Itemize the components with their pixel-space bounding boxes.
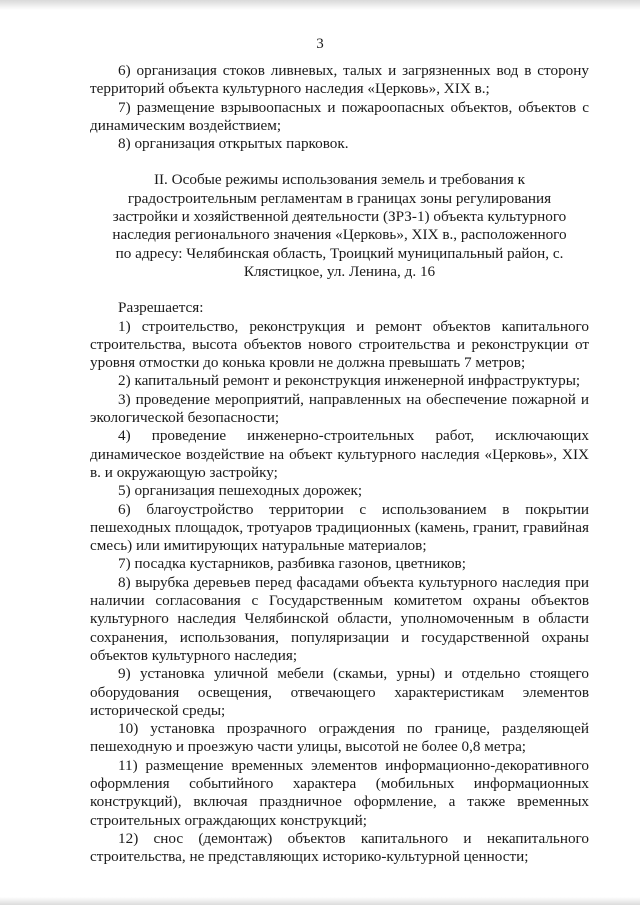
page-number: 3	[316, 36, 324, 52]
list-item: 8) организация открытых парковок.	[118, 135, 349, 153]
list-item: 10) установка прозрачного ограждения по границе, разделяющей пешеходную и проезжую части улицы, высотой не более 0,8 метра;	[90, 720, 589, 756]
list-item: 9) установка уличной мебели (скамьи, урны) и отдельно стоящего оборудования освещения, отвечающего характеристикам элементов исторической среды;	[90, 665, 589, 719]
section-heading: II. Особые режимы использования земель и требования к градостроительным регламентам в границах зоны регулирования застройки и хозяйственной деятельности (ЗРЗ-1) объекта культурного наследия регионального значения «Церковь», XIX в., расположенного по адресу: Челябинская область, Троицкий муниципальный район, с. Клястицкое, ул. Ленина, д. 16	[112, 171, 567, 280]
list-item: 4) проведение инженерно-строительных работ, исключающих динамическое воздействие на объект культурного наследия «Церковь», XIX в. и окружающую застройку;	[90, 427, 589, 481]
list-item: 7) размещение взрывоопасных и пожароопасных объектов, объектов с динамическим воздействием;	[90, 98, 589, 134]
list-item: 3) проведение мероприятий, направленных на обеспечение пожарной и экологической безопасности;	[90, 390, 589, 427]
list-item: 1) строительство, реконструкция и ремонт объектов капитального строительства, высота объектов нового строительства и реконструкции от уровня отмостки до конька кровли не должна превышать 7 метров;	[90, 317, 589, 372]
list-item: 6) организация стоков ливневых, талых и загрязненных вод в сторону территорий объекта культурного наследия «Церковь», XIX в.;	[90, 62, 589, 98]
scan-edge-top	[0, 0, 640, 10]
list-item: 7) посадка кустарников, разбивка газонов, цветников;	[118, 555, 466, 573]
scan-edge-bottom	[0, 897, 640, 905]
list-item: 5) организация пешеходных дорожек;	[118, 482, 363, 500]
document-body	[90, 62, 589, 866]
list-item: 12) снос (демонтаж) объектов капитального и некапитального строительства, не представляющих историко-культурной ценности;	[90, 829, 589, 866]
list-item: 2) капитальный ремонт и реконструкция инженерной инфраструктуры;	[118, 372, 581, 390]
list-item: 8) вырубка деревьев перед фасадами объекта культурного наследия при наличии согласования с Государственным комитетом охраны объектов культурного наследия Челябинской области, уполномоченным в области сохранения, использования, популяризации и государственной охраны объектов культурного наследия;	[90, 573, 589, 664]
list-item: 6) благоустройство территории с использованием в покрытии пешеходных площадок, тротуаров традиционных (камень, гранит, гравийная смесь) или имитирующих натуральные материалов;	[90, 500, 589, 555]
allowed-label: Разрешается:	[118, 299, 204, 317]
list-item: 11) размещение временных элементов информационно-декоративного оформления событийного характера (мобильных информационных конструкций), включая праздничное оформление, а также временных строительных ограждающих конструкций;	[90, 756, 589, 829]
